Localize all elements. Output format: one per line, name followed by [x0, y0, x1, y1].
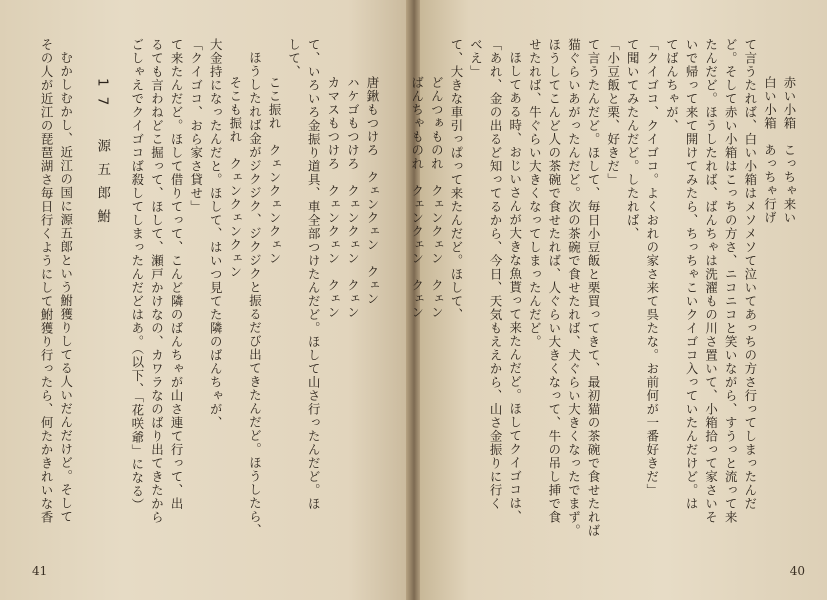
text-line: 唐鍬もつけろ クェンクェン クェン [365, 76, 380, 306]
text-line: るても言わねどこ掘って、ほして、瀬戸かけなの、カワラなのばり出てきたから [149, 38, 165, 524]
text-line: て言うたんだど。ほして、毎日小豆飯と栗買ってきて、最初猫の茶碗で食せたれば [586, 38, 602, 538]
heading-space [94, 115, 110, 139]
text-line: ほうしたれば金がジクジク、ジクジクと振るだび出てきたんだど。ほうしたら、 [247, 51, 263, 537]
text-line: カマスもつけろ クェンクェン クェン [325, 76, 341, 319]
text-line: そこも振れ クェンクェンクェン [227, 76, 243, 279]
text-line: べえ」 [468, 38, 484, 79]
story-heading [92, 38, 112, 558]
text-line: して、 [286, 38, 302, 79]
page-number-left: 41 [32, 564, 48, 578]
spacer [76, 38, 92, 558]
text-line: せたれば、牛ぐらい大きくなってしまったんだど。 [527, 38, 543, 349]
text-line: て、いろいろ金振り道具、車全部つけたんだど。ほして山さ行ったんだど。ほ [306, 38, 322, 511]
story-title: 源五郎鮒 [94, 138, 111, 233]
text-line: 白い小箱 あっちゃ行げ [762, 76, 778, 225]
text-line: て来たんだど。ほして借りてって、こんど隣のばんちゃが山さ連て行って、出 [169, 38, 185, 511]
text-line: 「あれ、金の出るど知ってるから、今日、天気もええから、山さ金振りに行く [488, 38, 504, 511]
text-line: て言うたれば、白い小箱はメソメソて泣いてあっちの方さ行ってしまったんだ [742, 38, 758, 511]
text-line: ほしてある時、おじいさんが大きな魚貰って来たんだど。ほしてクイゴコは、 [507, 51, 523, 524]
left-page [0, 0, 410, 600]
text-line: 「小豆飯と栗、好きだ」 [605, 38, 621, 187]
text-line: てばんちゃが、 [664, 38, 680, 133]
spacer [111, 38, 127, 558]
text-line: て聞いてみたんだど。したれば、 [625, 38, 641, 241]
text-line: ばんちゃものれ クェンクェン クェン [409, 76, 425, 319]
text-line: ここ振れ クェンクェンクェン [267, 76, 283, 265]
text-line: 赤い小箱 こっちゃ来い [782, 76, 797, 225]
text-line: ほうしてこんど人の茶碗で食せたれば、人ぐらい大きくなって、牛の吊し挿で食 [546, 38, 562, 524]
right-page [409, 0, 827, 600]
text-line: て、大きな車引っぱって来たんだど。ほして、 [448, 38, 464, 322]
page-number-right: 40 [789, 564, 805, 578]
text-line: ど。そして赤い小箱はこっちの方さ、ニコニコと笑いながら、すうっと流って来 [723, 38, 739, 524]
text-line: どんつぁものれ クェンクェン クェン [429, 76, 445, 319]
left-page-text [10, 38, 382, 558]
story-number: 17 [94, 78, 111, 116]
text-line: むかしむかし、近江の国に源五郎という鮒獲りしてる人いだんだけど。そして [58, 51, 74, 524]
text-line: ハケゴもつけろ クェンクェン クェン [345, 76, 361, 319]
text-line: 猫ぐらいあがったんだど。次の茶碗で食せたれば、犬ぐらい大きくなったでまず。 [566, 38, 582, 538]
text-line: たんだど。ほうしたれば、ばんちゃは洗濯もの川さ置いて、小箱拾って家さいそ [703, 38, 719, 524]
text-line: いで帰って来て開けてみたら、ちっちゃこいクイゴコ入っていたんだけど。は [684, 38, 700, 511]
text-line: 大金持になったんだと。ほして、はいつ見てた隣のばんちゃが、 [208, 38, 224, 430]
right-page-text [409, 38, 799, 558]
text-line: 「クイゴコ、おら家さ貸せ」 [188, 38, 204, 214]
text-line: 「クイゴコ、クイゴコ。よくおれの家さ来て呉たな。お前何が一番好きだ」 [644, 38, 660, 497]
text-line: ごしゃえでクイゴコば殺してしまったんだどはあ。（以下、「花咲爺」になる） [129, 38, 145, 512]
text-line: その人が近江の琵琶湖さ毎日行くようにして鮒獲り行ったら、何たかきれいな香 [39, 38, 55, 524]
